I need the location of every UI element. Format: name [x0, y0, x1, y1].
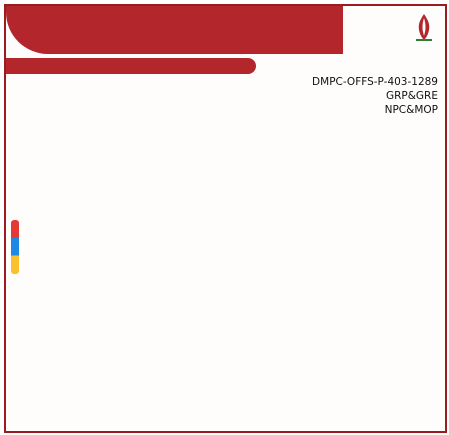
- notice-body: [28, 76, 438, 426]
- organization-name: [351, 14, 407, 36]
- organization-subtitle: [351, 40, 407, 62]
- iran-emblem-icon: [413, 12, 435, 42]
- vendor-lists: NPC&MOP: [384, 104, 438, 117]
- notice-frame: [4, 4, 447, 433]
- newspaper-logo-icon: [11, 220, 19, 274]
- reference-code: DMPC-OFFS-P-403-1289: [312, 76, 438, 88]
- side-strip-text: [7, 173, 23, 423]
- materials-acronyms: GRP&GRE: [385, 90, 438, 103]
- header-band: [6, 6, 343, 54]
- stage-band: [6, 58, 256, 74]
- emblem-box: [347, 8, 443, 74]
- side-strip: [8, 166, 24, 431]
